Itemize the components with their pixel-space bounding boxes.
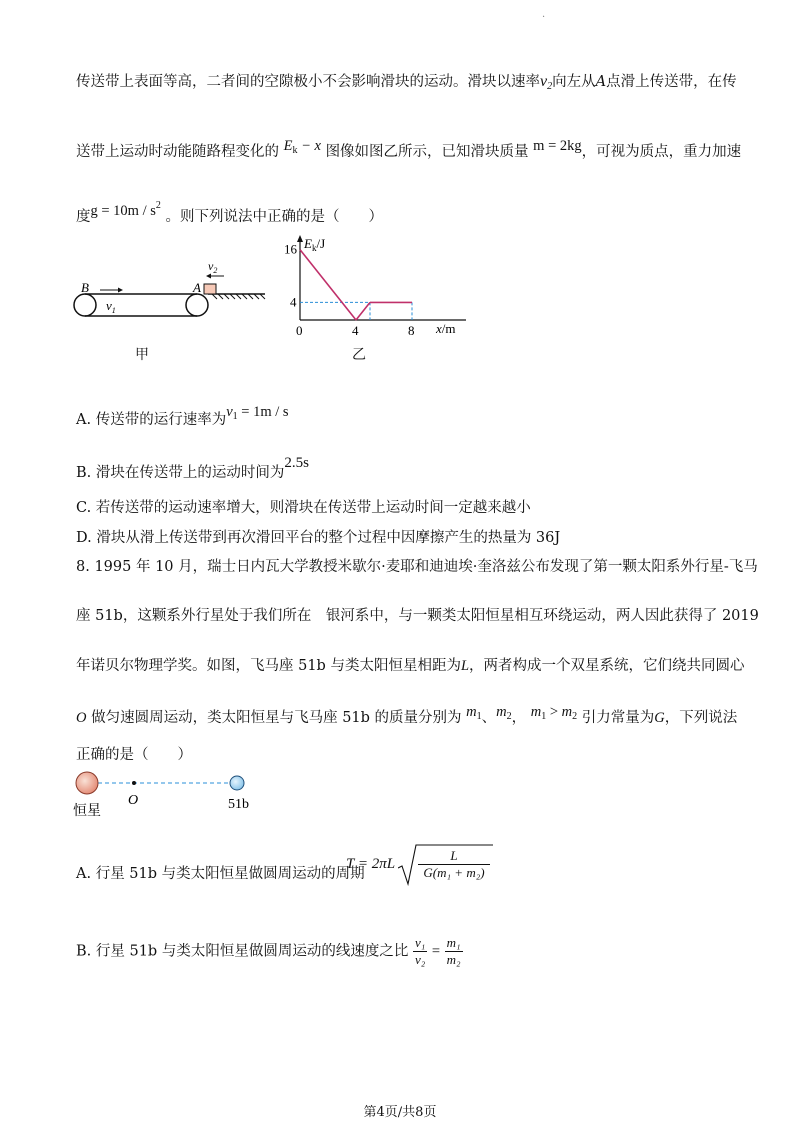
q8-line-5: 正确的是（ ） xyxy=(76,747,192,763)
q8-line4-b: 引力常量为 xyxy=(581,710,655,726)
x-tick-label-1: 4 xyxy=(352,323,359,338)
planet-body xyxy=(230,776,244,790)
q7-line2-b: 图像如图乙所示，已知滑块质量 xyxy=(325,144,529,160)
q8-sep: 、 xyxy=(481,710,497,726)
ek-x-chart xyxy=(270,232,470,342)
label-star: 恒星 xyxy=(73,804,101,819)
q8-line-1: 8. 1995 年 10 月，瑞士日内瓦大学教授米歇尔·麦耶和迪迪埃·奎洛兹公布发现了第一颗太阳系外行星-飞马 xyxy=(76,559,758,575)
q7-mass: m = 2kg xyxy=(533,138,582,154)
q8-line4-a: 做匀速圆周运动，类太阳恒星与飞马座 51b 的质量分别为 xyxy=(86,710,462,726)
q7-line-2 xyxy=(76,136,741,162)
label-v2: $v_2$ xyxy=(208,259,218,275)
q8-option-b xyxy=(76,935,463,968)
q8-option-a-numerator: L xyxy=(418,848,490,865)
belt-right-wheel xyxy=(186,294,208,316)
q8-line3-a: 年诺贝尔物理学奖。如图，飞马座 51b 与类太阳恒星相距为 xyxy=(76,658,461,674)
figure-conveyor-belt xyxy=(70,250,270,330)
figure-jia-caption: 甲 xyxy=(135,347,149,363)
figure-yi-caption: 乙 xyxy=(352,347,366,363)
y-tick-label-1: 16 xyxy=(284,241,297,257)
q8-option-a-fraction xyxy=(418,848,490,881)
label-a: A xyxy=(193,280,201,295)
q7-gravity: $g = 10m / s^2$ xyxy=(90,200,161,219)
q8-option-a-denominator: G(m₁ + m₂) xyxy=(423,865,485,880)
q7-option-b-text: B. 滑块在传送带上的运动时间为 xyxy=(76,465,285,481)
q7-line2-a: 送带上运动时动能随路程变化的 xyxy=(76,144,279,160)
center-o-point xyxy=(132,781,136,785)
slider-block xyxy=(204,284,216,294)
v1-arrowhead xyxy=(118,288,123,293)
q8-option-a-text: A. 行星 51b 与类太阳恒星做圆周运动的周期 xyxy=(76,866,365,882)
q8-line-3 xyxy=(76,656,745,676)
q8-comma: ， xyxy=(511,710,527,726)
series-segment-0 xyxy=(300,250,356,320)
q7-line-1 xyxy=(76,72,737,97)
q7-ek-x: $E_k - x$ xyxy=(283,138,321,156)
chart-y-axis-label: $E_k/J$ xyxy=(304,236,326,253)
q8-line4-c: ，下列说法 xyxy=(664,710,738,726)
chart-x-axis-label: x/m xyxy=(436,321,456,336)
q7-option-d: D. 滑块从滑上传送带到再次滑回平台的整个过程中因摩擦产生的热量为 36J xyxy=(76,530,561,546)
x-tick-label-0: 0 xyxy=(296,323,303,338)
q8-line3-b: ，两者构成一个双星系统，它们绕共同圆心 xyxy=(469,658,745,674)
v2-arrowhead xyxy=(206,274,211,279)
figure-binary-star xyxy=(70,768,270,820)
q8-line-4 xyxy=(76,702,737,728)
y-tick-label-0: 4 xyxy=(290,294,297,310)
q8-option-a-t: T = 2πL xyxy=(346,856,396,872)
belt-left-wheel xyxy=(74,294,96,316)
q7-line3-a: 度 xyxy=(76,209,91,225)
q8-option-b-right-fraction: $\frac{\text{m₁}}{\text{m₂}}$ xyxy=(446,935,461,967)
q8-option-b-text: B. 行星 51b 与类太阳恒星做圆周运动的线速度之比 xyxy=(76,943,409,960)
q7-line1-c: 点滑上传送带，在传 xyxy=(606,74,737,90)
q8-var-g: G xyxy=(654,710,665,726)
q7-option-a-formula: $v_1 = 1m / s$ xyxy=(226,404,289,422)
q8-var-o: O xyxy=(76,710,87,726)
label-b: B xyxy=(81,280,89,295)
q7-option-a-text: A. 传送带的运行速率为 xyxy=(76,412,227,428)
q7-point-a: A xyxy=(595,74,607,90)
chart-tick-labels xyxy=(284,242,415,338)
q8-m1: $m_1$ xyxy=(466,704,482,722)
y-axis-arrowhead xyxy=(297,235,303,242)
q8-option-a xyxy=(76,864,365,884)
q8-line-2: 座 51b，这颗系外行星处于我们所在 银河系中，与一颗类太阳恒星相互环绕运动，两人因此获得了 2019 xyxy=(76,608,759,624)
q7-line-3 xyxy=(76,196,383,227)
q8-option-b-left-fraction: $\frac{\text{v₁}}{\text{v₂}}$ xyxy=(414,935,426,967)
q8-var-l: L xyxy=(460,658,470,674)
q7-var-v2: $v_2$ xyxy=(540,73,553,92)
header-mark: · xyxy=(542,12,546,23)
q8-m2: $m_2$ xyxy=(496,704,512,722)
q7-option-a xyxy=(76,402,289,430)
label-v1: $v_1$ xyxy=(106,298,116,315)
chart-guides xyxy=(300,302,412,320)
q8-mass-inequality: $m_1 > m_2$ xyxy=(530,704,578,722)
q7-option-b-value: 2.5s xyxy=(284,455,309,471)
q7-line3-b: 。则下列说法中正确的是（ ） xyxy=(165,209,383,225)
q7-option-b xyxy=(76,453,309,483)
q7-option-c: C. 若传送带的运动速率增大，则滑块在传送带上运动时间一定越来越小 xyxy=(76,500,531,516)
chart-series xyxy=(300,250,412,320)
series-segment-1 xyxy=(356,302,370,320)
page-footer: 第4页/共8页 xyxy=(363,1105,437,1120)
q7-line1-a: 传送带上表面等高，二者间的空隙极小不会影响滑块的运动。滑块以速率 xyxy=(76,74,540,90)
x-tick-label-2: 8 xyxy=(408,323,415,338)
label-51b: 51b xyxy=(228,797,249,812)
star-body xyxy=(76,772,98,794)
label-o: O xyxy=(128,793,139,808)
q7-line1-b: 向左从 xyxy=(552,74,596,90)
q7-line2-c: ，可视为质点，重力加速 xyxy=(581,144,742,160)
q8-option-b-equals: = xyxy=(431,943,441,960)
